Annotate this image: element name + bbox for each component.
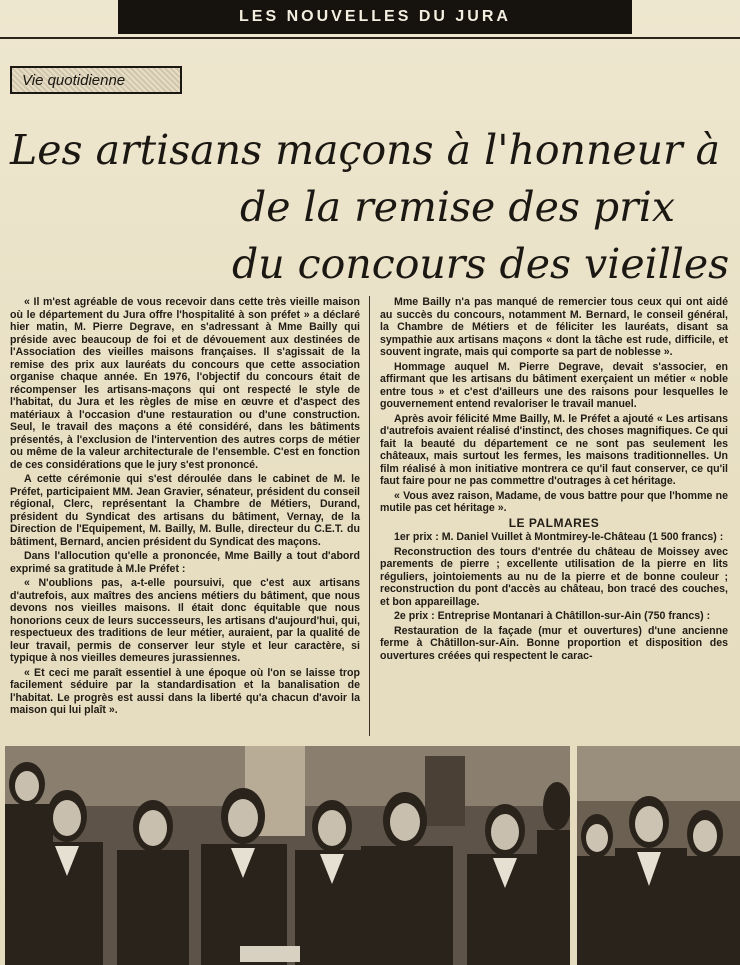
paragraph: Après avoir félicité Mme Bailly, M. le Préfet a ajouté « Les artisans d'autrefois avaient réalisé d'instinct, des choses magnifiques. Ce qui fait la beauté du département ce ne sont pas seulement les châteaux, mais surtout les fermes, les maisons traditionnelles. Un film réalisé à mon initiative montrera ce qu'il faut conserver, ce qu'il faut faire pour ne pas commettre d'outrages à cet héritage. (380, 412, 728, 487)
paragraph: A cette cérémonie qui s'est déroulée dans le cabinet de M. le Préfet, participaient MM. Jean Gravier, sénateur, président du conseil régional, Clerc, représentant la Chambre de Métiers, Durand, président du Syndicat des artisans du bâtiment, Vernay, de la Direction de l'Equipement, M. Bailly, M. Bulle, directeur du C.E.T. du bâtiment, Bernard, ancien président du Syndicat des maçons. (10, 473, 360, 548)
prize-entry: 2e prix : Entreprise Montanari à Châtillon-sur-Ain (750 francs) : (394, 610, 711, 622)
section-rubric: Vie quotidienne (10, 66, 182, 94)
palmares-heading: LE PALMARES (508, 515, 600, 530)
paragraph: « N'oublions pas, a-t-elle poursuivi, que c'est aux artisans d'autrefois, aux maîtres des anciens métiers du bâtiment, que nous devons nos vieilles maisons. Il était donc équitable que nous honorions ceux de leurs successeurs, les artisans d'aujourd'hui, qui, respectueux des traditions de leur métier, auraient, par la qualité de leur travail, permis de conserver leur style et leur caractère, si typique à nos vieilles demeures jurassiennes. (10, 577, 360, 664)
prize-entry: Restauration de la façade (mur et ouvertures) d'une ancienne ferme à Châtillon-sur-Ain. Bonne proportion et disposition des ouvertures créées qui respectent le carac- (380, 624, 728, 662)
top-rule (0, 37, 740, 39)
paragraph: Hommage auquel M. Pierre Degrave, devait s'associer, en affirmant que les artisans du bâtiment exerçaient un métier « noble entre tous » et c'est d'ailleurs une des raisons pour lesquelles le gouvernement entend revaloriser le travail manuel. (380, 360, 728, 410)
headline-line-3: du concours des vieilles (232, 240, 730, 288)
headline-line-1: Les artisans maçons à l'honneur à (10, 126, 721, 174)
masthead: LES NOUVELLES DU JURA (118, 0, 632, 34)
paragraph: « Vous avez raison, Madame, de vous battre pour que l'homme ne mutile pas cet héritage ». (380, 489, 728, 514)
second-photo (577, 746, 740, 965)
paragraph: Dans l'allocution qu'elle a prononcée, Mme Bailly a tout d'abord exprimé sa gratitude à M.le Préfet : (10, 550, 360, 575)
prize-entry: 1er prix : M. Daniel Vuillet à Montmirey-le-Château (1 500 francs) : (394, 531, 724, 543)
paragraph: Mme Bailly n'a pas manqué de remercier tous ceux qui ont aidé au succès du concours, notamment M. Bernard, le conseil général, la Chambre de Métiers et de féliciter les lauréats, disant sa sympathie aux artisans maçons « dont la tâche est rude, difficile, et souvent ingrate, mais qui comporte sa part de noblesse ». (380, 296, 728, 358)
paragraph: « Il m'est agréable de vous recevoir dans cette très vieille maison où le département du Jura offre l'hospitalité à son préfet » a déclaré hier matin, M. Pierre Degrave, en s'adressant à Mme Bailly qui préside avec beaucoup de foi et de dévouement aux destinées de l'Association des vieilles maisons françaises. Il s'agissait de la remise des prix aux lauréats du concours que cette association organise chaque année. En 1976, l'objectif du concours était de récompenser les artisans-maçons qui ont respecté le style de l'habitat, du Jura et les règles de mise en œuvre et d'aspect des matériaux à l'occasion d'une restauration ou d'une construction. Seul, le travail des maçons a été considéré, dans les bâtiments présentés, à l'exclusion de l'intervention des autres corps de métier ou même de la valeur architecturale de l'ensemble. C'est en fonction de ces considérations que le jury s'est prononcé. (10, 296, 360, 471)
column-divider (369, 296, 370, 736)
prize-entry: Reconstruction des tours d'entrée du château de Moissey avec parements de pierre ; excellente utilisation de la pierre en lits réguliers, jointoiements au nu de la pierre et de bonne couleur ; reconstruction du pont d'accès au château, bon tracé des couches, et bon appareillage. (380, 545, 728, 608)
article-column-left (10, 296, 360, 719)
paragraph: « Et ceci me paraît essentiel à une époque où l'on se laisse trop facilement séduire par la standardisation et la banalisation de l'habitat. Le progrès est aussi dans la liberté qu'a chacun d'avoir la maison qui lui plaît ». (10, 666, 360, 716)
group-photo (5, 746, 570, 965)
article-column-right (380, 296, 728, 664)
headline-line-2: de la remise des prix (240, 183, 675, 231)
